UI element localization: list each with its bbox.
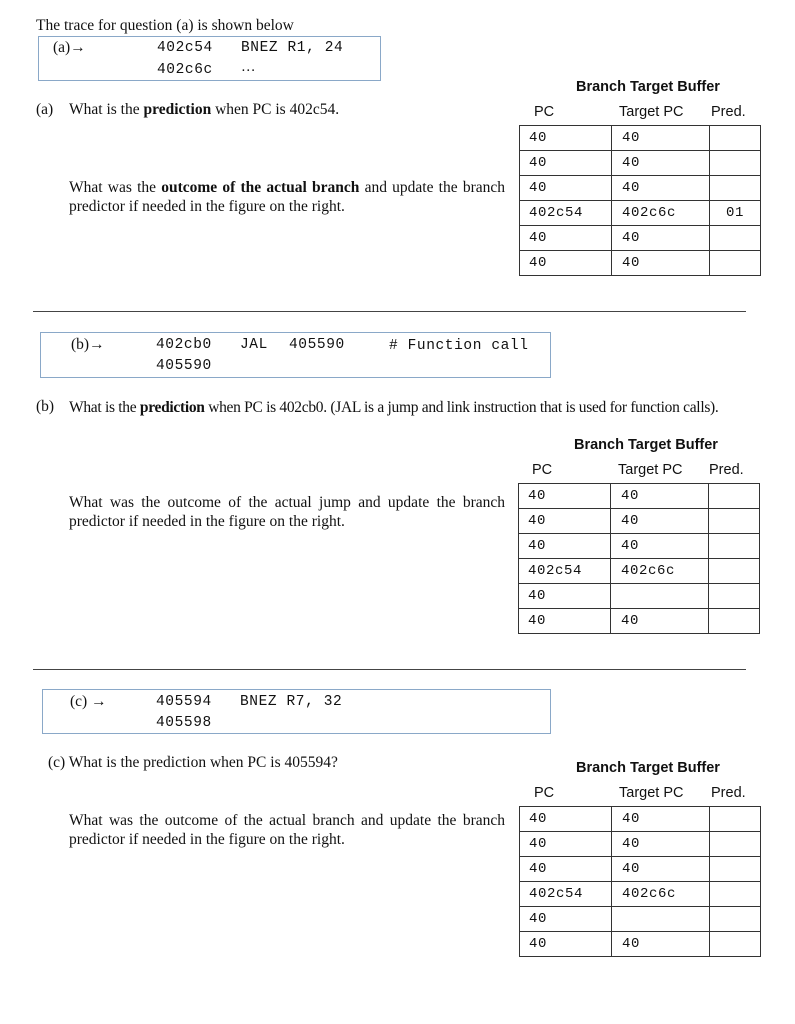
section-divider	[33, 311, 746, 312]
btb-target-cell[interactable]: 40	[611, 609, 709, 634]
btb-pred-cell[interactable]	[710, 907, 761, 932]
btb-target-cell[interactable]: 40	[611, 509, 709, 534]
table-row	[519, 609, 760, 634]
btb-pc-cell[interactable]: 40	[519, 509, 611, 534]
question-a-prefix: (a)	[36, 101, 54, 118]
btb-pred-cell[interactable]	[710, 857, 761, 882]
table-row	[519, 484, 760, 509]
table-row	[520, 126, 761, 151]
btb-pc-cell[interactable]: 40	[520, 151, 612, 176]
btb-target-cell[interactable]: 40	[612, 226, 710, 251]
trace-instr: JAL	[240, 337, 268, 353]
table-row	[519, 559, 760, 584]
btb-title: Branch Target Buffer	[574, 437, 718, 453]
btb-pc-cell[interactable]: 402c54	[519, 559, 611, 584]
btb-pc-cell[interactable]: 40	[519, 584, 611, 609]
btb-target-cell[interactable]: 40	[612, 151, 710, 176]
trace-addr: 405594	[156, 694, 212, 710]
btb-pred-cell[interactable]	[709, 509, 760, 534]
btb-pred-cell[interactable]	[710, 226, 761, 251]
btb-header-pred: Pred.	[711, 785, 746, 801]
btb-pred-cell[interactable]	[710, 251, 761, 276]
btb-pred-cell[interactable]	[710, 932, 761, 957]
btb-pc-cell[interactable]: 40	[520, 176, 612, 201]
outcome-a	[69, 178, 505, 216]
btb-target-cell[interactable]	[611, 584, 709, 609]
btb-target-cell[interactable]: 40	[612, 832, 710, 857]
btb-pred-cell[interactable]	[710, 126, 761, 151]
btb-pc-cell[interactable]: 40	[519, 534, 611, 559]
question-bold: prediction	[139, 399, 205, 416]
trace-box-c	[42, 689, 551, 734]
question-text: What is the	[69, 101, 144, 118]
table-row	[520, 151, 761, 176]
btb-pc-cell[interactable]: 40	[519, 609, 611, 634]
btb-target-cell[interactable]: 402c6c	[611, 559, 709, 584]
btb-target-cell[interactable]: 40	[611, 534, 709, 559]
btb-pc-cell[interactable]: 402c54	[520, 201, 612, 226]
btb-target-cell[interactable]: 40	[612, 251, 710, 276]
trace-label-c: (c) →	[70, 693, 107, 710]
table-row	[519, 509, 760, 534]
btb-pred-cell[interactable]	[709, 609, 760, 634]
btb-header-pred: Pred.	[709, 462, 744, 478]
btb-header-target: Target PC	[619, 104, 684, 120]
btb-table-b	[518, 483, 760, 634]
table-row	[520, 251, 761, 276]
btb-target-cell[interactable]: 40	[612, 932, 710, 957]
trace-instr: BNEZ R7, 32	[240, 694, 343, 710]
table-row	[519, 584, 760, 609]
table-row	[520, 932, 761, 957]
table-row	[520, 857, 761, 882]
trace-addr: 405598	[156, 715, 212, 731]
outcome-text: What was the	[69, 179, 162, 196]
btb-pc-cell[interactable]: 40	[520, 126, 612, 151]
table-row	[520, 907, 761, 932]
btb-pc-cell[interactable]: 40	[520, 807, 612, 832]
btb-target-cell[interactable]: 40	[612, 126, 710, 151]
question-a	[69, 101, 339, 119]
trace-addr: 402c54	[157, 40, 213, 56]
outcome-text: and update the branch predictor if needed in the figure on the right.	[69, 179, 505, 215]
btb-pred-cell[interactable]	[710, 176, 761, 201]
trace-target: 405590	[289, 337, 345, 353]
btb-pred-cell[interactable]	[710, 807, 761, 832]
outcome-bold: outcome of the actual branch	[161, 179, 360, 196]
trace-addr: 402c6c	[157, 62, 213, 78]
btb-pred-cell[interactable]	[710, 832, 761, 857]
table-row	[520, 176, 761, 201]
question-text: when PC is 402c54.	[211, 101, 340, 118]
question-c: (c) What is the prediction when PC is 405594?	[48, 754, 338, 771]
btb-target-cell[interactable]: 40	[612, 857, 710, 882]
btb-pc-cell[interactable]: 40	[519, 484, 611, 509]
section-divider	[33, 669, 746, 670]
btb-pred-cell[interactable]	[709, 559, 760, 584]
btb-pred-cell[interactable]	[709, 584, 760, 609]
btb-target-cell[interactable]: 40	[612, 176, 710, 201]
trace-comment: # Function call	[389, 338, 529, 354]
outcome-c: What was the outcome of the actual branch and update the branch predictor if needed in the figure on the right.	[69, 812, 505, 848]
btb-pc-cell[interactable]: 40	[520, 932, 612, 957]
btb-header-target: Target PC	[619, 785, 684, 801]
btb-target-cell[interactable]: 40	[611, 484, 709, 509]
btb-pred-cell[interactable]	[710, 882, 761, 907]
table-row	[520, 832, 761, 857]
btb-table-a	[519, 125, 761, 276]
btb-pc-cell[interactable]: 40	[520, 832, 612, 857]
btb-target-cell[interactable]: 40	[612, 807, 710, 832]
btb-pc-cell[interactable]: 40	[520, 226, 612, 251]
trace-intro: The trace for question (a) is shown below	[36, 17, 294, 34]
trace-label-b: (b)→	[71, 336, 105, 353]
btb-title: Branch Target Buffer	[576, 760, 720, 776]
btb-header-pc: PC	[534, 785, 555, 801]
trace-addr: 402cb0	[156, 337, 212, 353]
btb-target-cell[interactable]	[612, 907, 710, 932]
trace-instr: …	[241, 59, 257, 75]
btb-header-pred: Pred.	[711, 104, 746, 120]
question-text: What is the	[69, 399, 140, 416]
btb-pred-cell[interactable]	[709, 484, 760, 509]
btb-header-pc: PC	[532, 462, 553, 478]
table-row	[519, 534, 760, 559]
btb-pc-cell[interactable]: 40	[520, 857, 612, 882]
btb-target-cell[interactable]: 402c6c	[612, 882, 710, 907]
btb-pc-cell[interactable]: 40	[520, 907, 612, 932]
btb-pred-cell[interactable]	[709, 534, 760, 559]
btb-pred-cell[interactable]: 01	[710, 201, 761, 226]
btb-table-c	[519, 806, 761, 957]
trace-box-a	[38, 36, 381, 81]
btb-pc-cell[interactable]: 40	[520, 251, 612, 276]
question-text: when PC is 402cb0. (JAL is a jump and link instruction that is used for function calls).	[204, 399, 719, 416]
btb-target-cell[interactable]: 402c6c	[612, 201, 710, 226]
btb-title: Branch Target Buffer	[576, 79, 720, 95]
trace-addr: 405590	[156, 358, 212, 374]
table-row	[520, 807, 761, 832]
table-row	[520, 201, 761, 226]
trace-label-a: (a)→	[53, 39, 86, 56]
trace-box-b	[40, 332, 551, 378]
trace-instr: BNEZ R1, 24	[241, 40, 344, 56]
table-row	[520, 882, 761, 907]
question-b-prefix: (b)	[36, 398, 55, 415]
btb-header-target: Target PC	[618, 462, 683, 478]
question-bold: prediction	[143, 101, 212, 118]
outcome-b: What was the outcome of the actual jump and update the branch predictor if needed in the figure on the right.	[69, 494, 505, 530]
table-row	[520, 226, 761, 251]
btb-pc-cell[interactable]: 402c54	[520, 882, 612, 907]
btb-header-pc: PC	[534, 104, 555, 120]
question-b	[69, 398, 759, 417]
btb-pred-cell[interactable]	[710, 151, 761, 176]
